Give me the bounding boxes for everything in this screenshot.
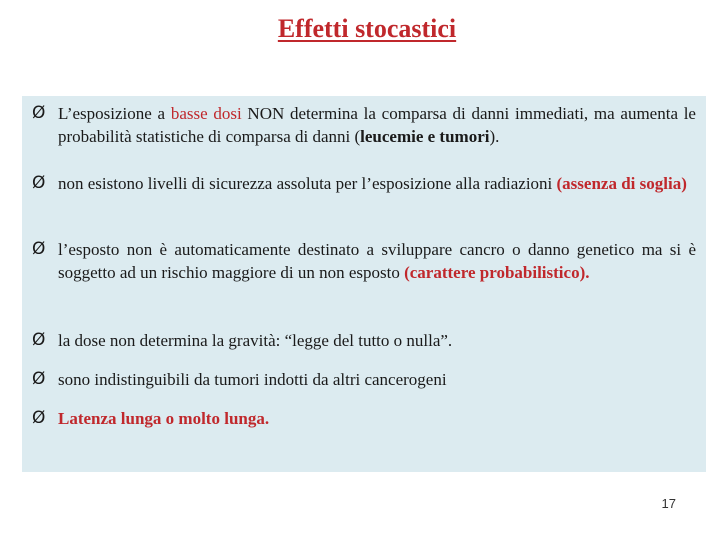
highlight-low-dose: basse dosi — [170, 104, 242, 123]
bullet-arrow-icon: Ø — [32, 369, 46, 389]
bullet-arrow-icon: Ø — [32, 173, 46, 193]
bullet-text: sono indistinguibili da tumori indotti da altri cancerogeni — [58, 370, 447, 389]
page-number: 17 — [661, 496, 676, 511]
bullet-item-1 — [32, 102, 696, 148]
bullet-text: L’esposizione a basse dosi NON determina la comparsa di danni immediati, ma aumenta le probabilità statistiche di comparsa di danni (leucemie e tumori). — [58, 104, 696, 146]
bullet-item-3 — [32, 238, 696, 284]
highlight-no-threshold: (assenza di soglia) — [556, 174, 687, 193]
bullet-text-latency: Latenza lunga o molto lunga. — [58, 409, 270, 428]
bullet-text: non esistono livelli di sicurezza assoluta per l’esposizione alla radiazioni (assenza di soglia) — [58, 174, 687, 193]
bullet-item-4 — [32, 329, 696, 352]
highlight-leukemia-tumors: leucemie e tumori — [360, 127, 490, 146]
bullet-text: la dose non determina la gravità: “legge del tutto o nulla”. — [58, 331, 453, 350]
slide-title: Effetti stocastici — [277, 14, 457, 43]
bullet-item-6 — [32, 407, 696, 430]
highlight-probabilistic: (carattere probabilistico). — [404, 263, 590, 282]
bullet-arrow-icon: Ø — [32, 239, 46, 259]
content-panel — [22, 96, 706, 472]
bullet-arrow-icon: Ø — [32, 408, 46, 428]
bullet-item-5 — [32, 368, 696, 391]
bullet-text: l’esposto non è automaticamente destinato a sviluppare cancro o danno genetico ma si è soggetto ad un rischio maggiore di un non esposto (carattere probabilistico). — [58, 240, 696, 282]
bullet-item-2 — [32, 172, 696, 195]
bullet-arrow-icon: Ø — [32, 103, 46, 123]
bullet-arrow-icon: Ø — [32, 330, 46, 350]
